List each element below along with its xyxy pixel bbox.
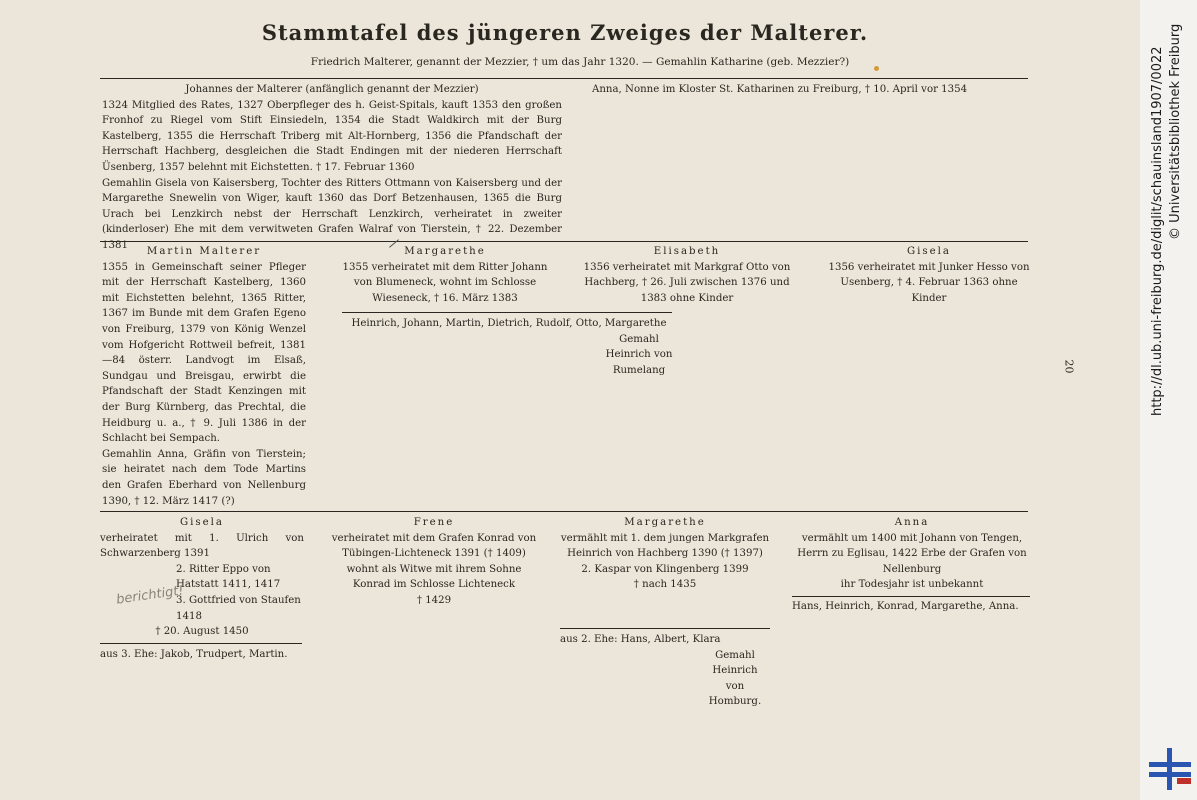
block-margarethe-children — [338, 316, 680, 378]
gisela-gen3-line2: 2. Ritter Eppo von Hatstatt 1411, 1417 — [176, 563, 281, 591]
block-elisabeth — [582, 244, 792, 306]
margarethe-gen3-children-2: Gemahl — [715, 649, 755, 661]
margarethe-text: 1355 verheiratet mit dem Ritter Johann von Blumeneck, wohnt im Schlosse Wieseneck, † 16. März 1383 — [342, 261, 548, 304]
block-martin — [102, 244, 306, 509]
block-gisela-gen3 — [100, 515, 304, 640]
block-anna-children — [792, 599, 1032, 615]
gisela-gen2-heading: Gisela — [907, 246, 951, 257]
divider-gen2 — [100, 241, 1028, 242]
divider-anna-children — [792, 596, 1030, 597]
frene-death: † 1429 — [416, 594, 452, 606]
sidebar-url[interactable]: http://dl.ub.uni-freiburg.de/diglit/schauinsland1907/0022 — [1150, 46, 1165, 416]
sidebar-copyright: © Universitätsbibliothek Freiburg — [1168, 23, 1183, 240]
library-logo — [1149, 748, 1191, 790]
gisela-gen3-line3: 3. Gottfried von Staufen 1418 — [176, 594, 301, 622]
block-anna-nonne — [592, 82, 1022, 98]
anna-gen3-death: ihr Todesjahr ist unbekannt — [840, 579, 984, 591]
divider-gen1 — [100, 78, 1028, 79]
margarethe-gen3-children-4: von — [725, 680, 745, 692]
frene-heading: Frene — [413, 517, 455, 528]
block-frene — [328, 515, 540, 609]
elisabeth-text: 1356 verheiratet mit Markgraf Otto von Hachberg, † 26. Juli zwischen 1376 und 1383 ohne Kinder — [583, 261, 791, 304]
frene-text: verheiratet mit dem Grafen Konrad von Tübingen-Lichteneck 1391 († 1409) wohnt als Witwe mit ihrem Sohne Konrad im Schlosse Lichteneck — [331, 532, 537, 591]
johannes-wife: Gemahlin Gisela von Kaisersberg, Tochter des Ritters Ottmann von Kaisersberg und der Margarethe Snewelin von Wiger, kauft 1360 das Dorf Betzenhausen, 1365 die Burg Urach bei Lenzkirch nebst der Herrschaft Lenzkirch, verheiratet in zweiter (kinderloser) Ehe mit dem verwitweten Grafen Walraf von Tierstein, † 22. Dezember 1381 — [102, 177, 562, 251]
block-gisela-children — [100, 647, 340, 663]
margarethe-children: Heinrich, Johann, Martin, Dietrich, Rudolf, Otto, Margarethe — [351, 318, 667, 329]
margarethe-gen3-children-5: Homburg. — [708, 696, 762, 708]
margarethe-children-3: Heinrich von — [605, 349, 673, 361]
martin-wife: Gemahlin Anna, Gräfin von Tierstein; sie heiratet nach dem Tode Martins den Grafen Eberhard von Nellenburg 1390, † 12. März 1417 (?) — [102, 448, 306, 507]
margarethe-gen3-heading: Margarethe — [624, 517, 706, 528]
block-margarethe — [342, 244, 548, 306]
block-gisela-gen2 — [824, 244, 1034, 306]
divider-gisela-children — [100, 643, 302, 644]
margarethe-children-4: Rumelang — [612, 364, 666, 376]
block-anna-gen3 — [792, 515, 1032, 593]
page-number: 20 — [1062, 359, 1076, 374]
divider-margarethe-gen3-children — [560, 628, 770, 629]
martin-heading: Martin Malterer — [146, 246, 262, 257]
page-title: Stammtafel des jüngeren Zweiges der Malterer. — [261, 20, 869, 45]
block-margarethe-gen3-children — [560, 632, 770, 710]
ink-spot — [874, 66, 879, 71]
johannes-text: 1324 Mitglied des Rates, 1327 Oberpfleger des h. Geist-Spitals, kauft 1353 den großen Fronhof zu Riegel vom Stift Einsiedeln, 1354 die Stadt Waldkirch mit der Burg Kastelberg, 1355 die Herrschaft Triberg mit Alt-Hornberg, 1356 die Pfandschaft der Herrschaft Hachberg, desgleichen die Stadt Endingen mit der niederen Herrschaft Üsenberg, 1357 belehnt mit Eichstetten. † 17. Februar 1360 — [102, 99, 562, 173]
gisela-gen2-text: 1356 verheiratet mit Junker Hesso von Usenberg, † 4. Februar 1363 ohne Kinder — [828, 261, 1030, 304]
margarethe-gen3-children: aus 2. Ehe: Hans, Albert, Klara — [560, 634, 721, 645]
anna-gen3-text: vermählt um 1400 mit Johann von Tengen, Herrn zu Eglisau, 1422 Erbe der Grafen von Nellenburg — [797, 532, 1027, 575]
block-johannes — [102, 82, 562, 254]
subtitle: Friedrich Malterer, genannt der Mezzier, † um das Jahr 1320. — Gemahlin Katharine (geb. Mezzier?) — [310, 56, 850, 68]
margarethe-heading: Margarethe — [404, 246, 486, 257]
pencil-annotation: berichtigt! — [115, 583, 185, 608]
anna-gen3-heading: Anna — [894, 517, 930, 528]
gisela-gen3-line1: verheiratet mit 1. Ulrich von Schwarzenberg 1391 — [100, 532, 304, 560]
gisela-gen3-heading: Gisela — [180, 517, 224, 528]
sidebar-text — [1146, 2, 1188, 782]
anna-nonne-text: Anna, Nonne im Kloster St. Katharinen zu Freiburg, † 10. April vor 1354 — [592, 84, 968, 95]
anna-gen3-children: Hans, Heinrich, Konrad, Margarethe, Anna. — [792, 601, 1019, 612]
margarethe-gen3-line1: vermählt mit 1. dem jungen Markgrafen Heinrich von Hachberg 1390 († 1397) — [560, 532, 770, 560]
johannes-heading: Johannes der Malterer (anfänglich genannt der Mezzier) — [185, 84, 479, 95]
margarethe-gen3-line2: 2. Kaspar von Klingenberg 1399 — [581, 563, 749, 575]
gisela-gen3-death: † 20. August 1450 — [155, 626, 249, 638]
elisabeth-heading: Elisabeth — [653, 246, 721, 257]
martin-text: 1355 in Gemeinschaft seiner Pfleger mit der Herrschaft Kastelberg, 1360 mit Eichstetten belehnt, 1365 Ritter, 1367 im Bunde mit dem Grafen Egeno von Freiburg, 1379 von König Wenzel vom Hofgericht Rottweil befreit, 1381—84 österr. Landvogt im Elsaß, Sundgau und Breisgau, erwirbt die Pfandschaft der Stadt Kenzingen mit der Burg Kürnberg, das Prechtal, die Heidburg u. a., † 9. Juli 1386 in der Schlacht bei Sempach. — [102, 261, 306, 445]
divider-margarethe-children — [342, 312, 672, 313]
gisela-gen3-children: aus 3. Ehe: Jakob, Trudpert, Martin. — [100, 649, 288, 660]
divider-gen3 — [100, 511, 1028, 512]
block-margarethe-gen3 — [560, 515, 770, 593]
margarethe-children-2: Gemahl — [619, 333, 659, 345]
margarethe-gen3-children-3: Heinrich — [712, 665, 758, 677]
margarethe-gen3-death: † nach 1435 — [633, 579, 697, 591]
